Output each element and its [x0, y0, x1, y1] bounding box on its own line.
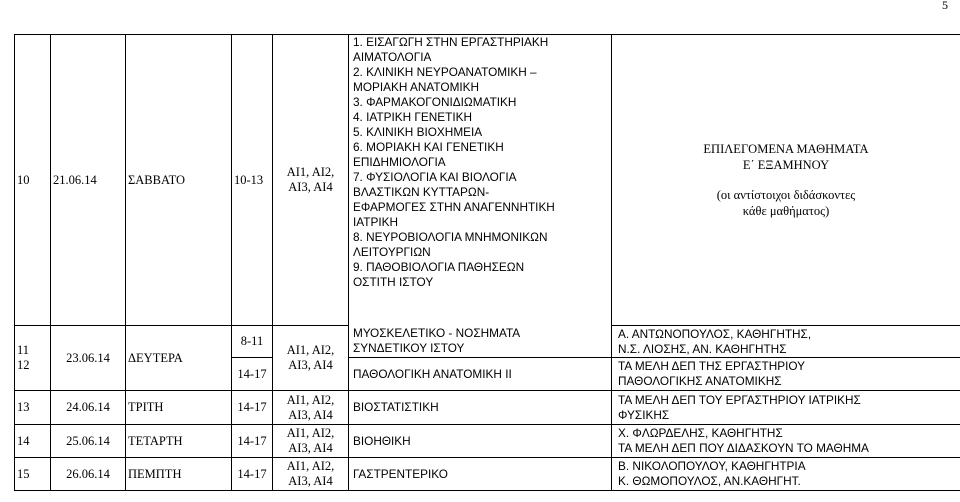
instructor-line: Κ. ΘΩΜΟΠΟΥΛΟΣ, ΑΝ.ΚΑΘΗΓΗΤ. [618, 474, 801, 488]
groups-cell [273, 391, 349, 425]
groups-line: ΑΙ3, ΑΙ4 [288, 474, 333, 488]
day-cell: ΤΡΙΤΗ [126, 391, 232, 425]
day-cell: ΔΕΥΤΕΡΑ [126, 326, 232, 391]
instructors-cell [612, 358, 960, 391]
elective-note: (οι αντίστοιχοι διδάσκοντες [716, 188, 856, 202]
instructor-line: ΤΑ ΜΕΛΗ ΔΕΠ ΠΟΥ ΔΙΔΑΣΚΟΥΝ ΤΟ ΜΑΘΗΜΑ [618, 441, 869, 455]
course-line: ΙΑΤΡΙΚΗ [353, 215, 399, 229]
course-line: ΒΛΑΣΤΙΚΩΝ ΚΥΤΤΑΡΩΝ- [353, 185, 490, 199]
instructor-line: Χ. ΦΛΩΡΔΕΛΗΣ, ΚΑΘΗΓΗΤΗΣ [618, 426, 783, 440]
course-cell: ΒΙΟΣΤΑΤΙΣΤΙΚΗ [349, 391, 612, 425]
course-line: 4. ΙΑΤΡΙΚΗ ΓΕΝΕΤΙΚΗ [353, 110, 473, 124]
groups-cell [273, 326, 349, 391]
course-line: 7. ΦΥΣΙΟΛΟΓΙΑ ΚΑΙ ΒΙΟΛΟΓΙΑ [353, 170, 517, 184]
elective-note-cell [612, 35, 960, 326]
row-number-line: 11 [17, 343, 30, 357]
instructors-cell [612, 425, 960, 458]
instructor-line: Α. ΑΝΤΩΝΟΠΟΥΛΟΣ, ΚΑΘΗΓΗΤΗΣ, [618, 327, 812, 341]
course-line: ΣΥΝΔΕΤΙΚΟΥ ΙΣΤΟΥ [353, 341, 465, 356]
groups-line: ΑΙ3, ΑΙ4 [288, 358, 333, 372]
elective-title: Ε΄ ΕΞΑΜΗΝΟΥ [742, 158, 830, 172]
instructor-line: Ν.Σ. ΛΙΟΣΗΣ, ΑΝ. ΚΑΘΗΓΗΤΗΣ [618, 342, 787, 356]
course-line: ΛΕΙΤΟΥΡΓΙΩΝ [353, 245, 431, 259]
time-cell: 10-13 [232, 35, 273, 326]
instructors-cell [612, 458, 960, 491]
courses-cell [349, 35, 612, 326]
groups-line: ΑΙ1, ΑΙ2, [286, 426, 335, 440]
elective-title: ΕΠΙΛΕΓΟΜΕΝΑ ΜΑΘΗΜΑΤΑ [703, 142, 869, 156]
groups-line: ΑΙ1, ΑΙ2, [286, 459, 335, 473]
table-row [15, 425, 960, 458]
row-number: 13 [15, 391, 51, 425]
course-cell: ΠΑΘΟΛΟΓΙΚΗ ΑΝΑΤΟΜΙΚΗ ΙΙ [349, 358, 612, 391]
date-cell: 23.06.14 [51, 326, 126, 391]
time-cell: 14-17 [232, 391, 273, 425]
instructors-cell [612, 391, 960, 425]
groups-line: ΑΙ3, ΑΙ4 [288, 407, 333, 422]
date-cell: 25.06.14 [51, 425, 126, 458]
time-cell: 8-11 [232, 326, 273, 358]
instructor-line: ΤΑ ΜΕΛΗ ΔΕΠ ΤΟΥ ΕΡΓΑΣΤΗΡΙΟΥ ΙΑΤΡΙΚΗΣ [618, 392, 861, 407]
course-line: 5. ΚΛΙΝΙΚΗ ΒΙΟΧΗΜΕΙΑ [353, 125, 483, 139]
course-line: 1. ΕΙΣΑΓΩΓΗ ΣΤΗΝ ΕΡΓΑΣΤΗΡΙΑΚΗ [353, 35, 549, 49]
course-cell: ΒΙΟΗΘΙΚΗ [349, 425, 612, 458]
date-cell: 24.06.14 [51, 391, 126, 425]
course-line: 8. ΝΕΥΡΟΒΙΟΛΟΓΙΑ ΜΝΗΜΟΝΙΚΩΝ [353, 230, 548, 244]
groups-cell [273, 35, 349, 326]
day-cell: ΠΕΜΠΤΗ [126, 458, 232, 491]
day-cell: ΣΑΒΒΑΤΟ [126, 35, 232, 326]
time-cell: 14-17 [232, 358, 273, 391]
course-line: 6. ΜΟΡΙΑΚΗ ΚΑΙ ΓΕΝΕΤΙΚΗ [353, 140, 504, 154]
groups-cell [273, 458, 349, 491]
course-line: ΕΠΙΔΗΜΙΟΛΟΓΙΑ [353, 155, 446, 169]
instructors-cell [612, 326, 960, 358]
instructor-line: ΦΥΣΙΚΗΣ [618, 407, 670, 422]
groups-line: ΑΙ3, ΑΙ4 [288, 180, 333, 194]
course-cell: ΓΑΣΤΡΕΝΤΕΡΙΚΟ [349, 458, 612, 491]
groups-line: ΑΙ1, ΑΙ2, [286, 165, 335, 179]
table-row [15, 35, 960, 326]
course-line: 9. ΠΑΘΟΒΙΟΛΟΓΙΑ ΠΑΘΗΣΕΩΝ [353, 260, 525, 274]
table-row [15, 326, 960, 358]
schedule-table [14, 34, 960, 491]
groups-line: ΑΙ3, ΑΙ4 [288, 441, 333, 455]
course-line: ΑΙΜΑΤΟΛΟΓΙΑ [353, 50, 432, 64]
instructor-line: ΤΑ ΜΕΛΗ ΔΕΠ ΤΗΣ ΕΡΓΑΣΤΗΡΙΟΥ [618, 359, 806, 373]
table-row [15, 458, 960, 491]
instructor-line: Β. ΝΙΚΟΛΟΠΟΥΛΟΥ, ΚΑΘΗΓΗΤΡΙΑ [618, 459, 806, 473]
row-number: 14 [15, 425, 51, 458]
course-line: ΜΥΟΣΚΕΛΕΤΙΚΟ - ΝΟΣΗΜΑΤΑ [353, 326, 521, 341]
row-number: 15 [15, 458, 51, 491]
course-line: ΕΦΑΡΜΟΓΕΣ ΣΤΗΝ ΑΝΑΓΕΝΝΗΤΙΚΗ [353, 200, 555, 214]
day-cell: ΤΕΤΑΡΤΗ [126, 425, 232, 458]
date-cell: 26.06.14 [51, 458, 126, 491]
elective-note: κάθε μαθήματος) [742, 204, 830, 218]
row-number: 10 [15, 35, 51, 326]
course-line: ΟΣΤΙΤΗ ΙΣΤΟΥ [353, 275, 434, 289]
groups-line: ΑΙ1, ΑΙ2, [286, 392, 335, 407]
row-number-line: 12 [17, 358, 30, 372]
course-line: 3. ΦΑΡΜΑΚΟΓΟΝΙΔΙΩΜΑΤΙΚΗ [353, 95, 517, 109]
time-cell: 14-17 [232, 458, 273, 491]
course-line: 2. ΚΛΙΝΙΚΗ ΝΕΥΡΟΑΝΑΤΟΜΙΚΗ – [353, 65, 537, 79]
page-number: 5 [942, 0, 948, 12]
instructor-line: ΠΑΘΟΛΟΓΙΚΗΣ ΑΝΑΤΟΜΙΚΗΣ [618, 374, 782, 388]
course-cell [349, 326, 612, 358]
time-cell: 14-17 [232, 425, 273, 458]
groups-cell [273, 425, 349, 458]
date-cell: 21.06.14 [51, 35, 126, 326]
table-row [15, 391, 960, 425]
groups-line: ΑΙ1, ΑΙ2, [286, 343, 335, 357]
row-number [15, 326, 51, 391]
course-line: ΜΟΡΙΑΚΗ ΑΝΑΤΟΜΙΚΗ [353, 80, 480, 94]
